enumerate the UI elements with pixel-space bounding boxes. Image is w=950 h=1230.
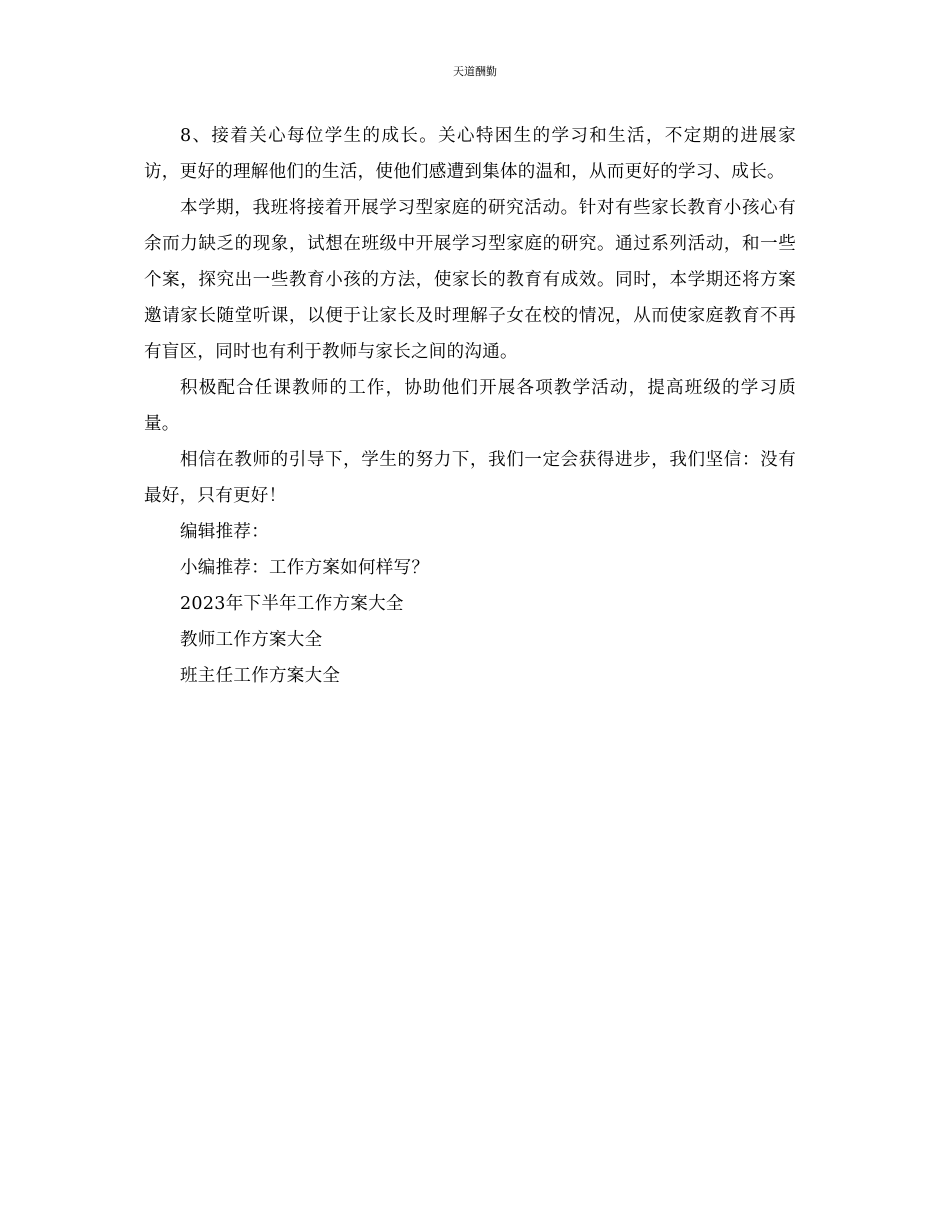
recommend-item: 小编推荐：工作方案如何样写？	[180, 558, 430, 578]
recommend-item: 2023年下半年工作方案大全	[180, 594, 404, 614]
document-body	[144, 118, 796, 694]
recommend-heading: 编辑推荐：	[180, 522, 269, 542]
recommend-item: 教师工作方案大全	[180, 630, 323, 650]
paragraph-item-8: 8、接着关心每位学生的成长。关心特困生的学习和生活，不定期的进展家访，更好的理解他们的生活，使他们感遭到集体的温和，从而更好的学习、成长。	[144, 126, 796, 182]
paragraph-cooperate-teachers: 积极配合任课教师的工作，协助他们开展各项教学活动，提高班级的学习质量。	[144, 378, 796, 434]
recommend-item: 班主任工作方案大全	[180, 666, 341, 686]
page-header: 天道酬勤	[453, 65, 497, 78]
paragraph-learning-family: 本学期，我班将接着开展学习型家庭的研究活动。针对有些家长教育小孩心有余而力缺乏的现象，试想在班级中开展学习型家庭的研究。通过系列活动，和一些个案，探究出一些教育小孩的方法，使家长的教育有成效。同时，本学期还将方案邀请家长随堂听课，以便于让家长及时理解子女在校的情况，从而使家庭教育不再有盲区，同时也有利于教师与家长之间的沟通。	[144, 198, 796, 362]
paragraph-conclusion: 相信在教师的引导下，学生的努力下，我们一定会获得进步，我们坚信：没有最好，只有更好！	[144, 450, 796, 506]
